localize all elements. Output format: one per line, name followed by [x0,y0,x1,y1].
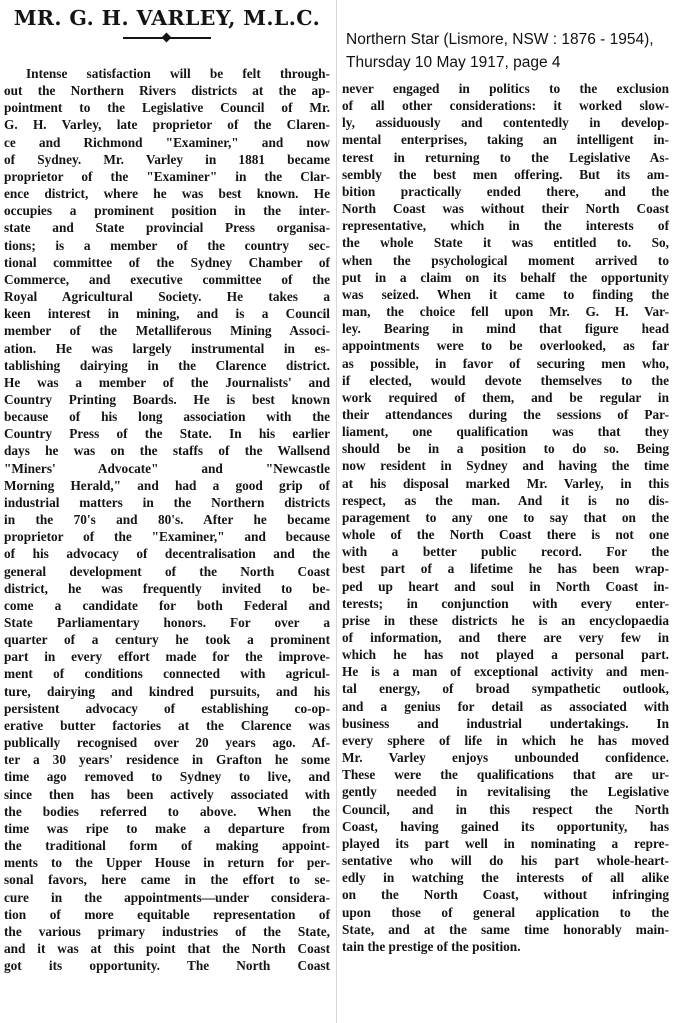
text-line: come a candidate for both Federal and [4,597,330,613]
text-line: the traditional form of making appoint- [4,838,330,854]
article-body-right [342,80,669,955]
text-line: tablishing dairying in the Clarence district. [4,357,330,373]
text-line: respect, as the man. And it is no dis- [342,492,669,508]
text-line: should be in a position to do so. Being [342,441,669,457]
text-line: Coast, having gained its opportunity, has [342,818,669,834]
text-line: representative, which in the interests of [342,218,669,234]
text-line: He was a member of the Journalists' and [4,374,330,390]
text-line: State Parliamentary honors. For over a [4,615,330,630]
text-line: bition practically ended there, and the [342,183,669,199]
text-line: put in a claim on its behalf the opportunity [342,269,669,285]
text-line: appointments were to be overlooked, as far [342,338,669,354]
text-line: as possible, in favor of securing men who, [342,355,669,371]
text-line: tional committee of the Sydney Chamber of [4,254,330,270]
text-line: part in every effort made for the improve- [4,649,330,665]
article-body-left [4,65,330,974]
text-line: tion of more equitable representation of [4,906,330,922]
text-line: terest in returning to the Legislative As- [342,149,669,165]
source-line-2: Thursday 10 May 1917, page 4 [346,54,561,71]
text-line: if elected, would devote themselves to the [342,372,669,388]
text-line: now resident in Sydney and having the time [342,458,669,474]
text-line: tal energy, of broad sympathetic outlook, [342,681,669,697]
text-line: and it was at this point that the North Coast [4,940,330,956]
text-line: liament, one qualification was that they [342,424,669,440]
text-line: Commerce, and executive committee of the [4,271,330,287]
text-line: ation. He was largely instrumental in es- [4,340,330,356]
text-line: general development of the North Coast [4,563,330,579]
text-line: occupies a prominent position in the inter- [4,203,330,219]
text-line: ce and Richmond "Examiner," and now [4,134,330,150]
text-line: persistent advocacy of establishing co-op- [4,700,330,716]
text-line: proprietor of the "Examiner," and because [4,529,330,545]
text-line: cure in the appointments—under considera- [4,889,330,905]
text-line: business and industrial undertakings. In [342,715,669,731]
text-line: "Miners' Advocate" and "Newcastle [4,460,330,476]
text-line: the bodies referred to above. When the [4,803,330,819]
text-line: ly, assiduously and contentedly in develop- [342,115,669,131]
text-line: state and State provincial Press organisa- [4,220,330,236]
column-divider [336,0,337,1023]
text-line: ence district, where he was best known. He [4,186,330,202]
text-line: G. H. Varley, late proprietor of the Claren- [4,117,330,133]
text-line: which he has not played a personal part. [342,647,669,663]
text-line: tions; is a member of the country sec- [4,237,330,253]
text-line: was seized. When it came to finding the [342,286,669,302]
text-line: ment of conditions connected with agricul- [4,666,330,682]
text-line: He is a man of exceptional activity and men- [342,664,669,680]
text-line: Morning Herald," and had a good grip of [4,477,330,493]
text-line: ter a 30 years' residence in Grafton he some [4,752,330,768]
text-line: Royal Agricultural Society. He takes a [4,289,330,305]
text-line: pointment to the Legislative Council of Mr. [4,100,330,116]
text-line: out the Northern Rivers districts at the ap- [4,83,330,99]
text-line: with a better public record. For the [342,544,669,560]
text-line: because of his long association with the [4,409,330,425]
article-column-left [0,0,336,974]
text-line: sembly the best men offering. But its am- [342,166,669,182]
text-line: These were the qualifications that are ur- [342,767,669,783]
text-line: tain the prestige of the position. [342,938,521,954]
text-line: mental enterprises, taking an intelligent in- [342,132,669,148]
text-line: and a genius for detail as associated with [342,698,669,714]
text-line: best part of a lifetime he has been wrap- [342,561,669,577]
source-citation [346,28,669,74]
text-line: publically recognised over 20 years ago. Af- [4,735,330,751]
article-headline: MR. G. H. VARLEY, M.L.C. [13,6,321,30]
text-line: whole of the North Coast there is not one [342,527,669,543]
text-line: the whole State it was entitled to. So, [342,235,669,251]
text-line: North Coast was without their North Coast [342,201,669,217]
text-line: played its part well in nominating a repre- [342,835,669,851]
text-line: ped up heart and soul in North Coast in- [342,578,669,594]
text-line: every sphere of life in which he has moved [342,732,669,748]
text-line: member of the Metalliferous Mining Associ- [4,323,330,339]
text-line: time was ripe to make a departure from [4,820,330,836]
text-line: Country Printing Boards. He is best known [4,391,330,407]
text-line: Intense satisfaction will be felt through- [26,66,330,81]
article-column-right [338,0,675,955]
text-line: days he was on the staffs of the Wallsend [4,443,330,459]
text-line: quarter of a century he took a prominent [4,632,330,648]
text-line: ley. Bearing in mind that figure head [342,321,669,337]
headline-ornament [123,33,211,43]
text-line: got its opportunity. The North Coast [4,958,330,974]
text-line: industrial matters in the Northern districts [4,494,330,510]
text-line: never engaged in politics to the exclusion [342,81,669,96]
text-line: State, and at the same time honorably main- [342,921,669,937]
text-line: of all other considerations: it worked slow- [342,98,669,114]
text-line: keen interest in mining, and is a Council [4,306,330,322]
text-line: sentative who will do his part whole-heart- [342,853,669,869]
text-line: their attendances during the sessions of Par- [342,406,669,422]
text-line: of Sydney. Mr. Varley in 1881 became [4,151,330,167]
text-line: erative butter factories at the Clarence was [4,717,330,733]
text-line: terests; in conjunction with every enter- [342,595,669,611]
text-line: time ago removed to Sydney to live, and [4,769,330,785]
text-line: man, the choice fell upon Mr. G. H. Var- [342,304,669,320]
text-line: prise in these districts he is an encyclopaedia [342,612,669,628]
text-line: proprietor of the "Examiner" in the Clar- [4,168,330,184]
text-line: gently needed in revitalising the Legislative [342,784,669,800]
text-line: the various primary industries of the State, [4,923,330,939]
text-line: edly in watching the interests of all alike [342,870,669,886]
source-line-1: Northern Star (Lismore, NSW : 1876 - 1954), [346,31,654,48]
text-line: Mr. Varley enjoys unbounded confidence. [342,750,669,766]
text-line: on the North Coast, without infringing [342,887,669,903]
text-line: at his disposal marked Mr. Varley, in this [342,475,669,491]
text-line: sonal favors, here came in the effort to se- [4,872,330,888]
text-line: district, he was frequently invited to be- [4,580,330,596]
text-line: since then has been actively associated with [4,786,330,802]
text-line: upon those of general application to the [342,904,669,920]
text-line: Council, and in this respect the North [342,801,669,817]
text-line: when the psychological moment arrived to [342,252,669,268]
text-line: of information, and there are very few in [342,630,669,645]
text-line: in the 70's and 80's. After he became [4,512,330,528]
text-line: ture, dairying and kindred pursuits, and his [4,683,330,699]
text-line: of his advocacy of decentralisation and the [4,546,330,562]
text-line: Country Press of the State. In his earlier [4,426,330,442]
text-line: ments to the Upper House in return for per- [4,855,330,871]
text-line: paragement to any one to say that on the [342,509,669,525]
text-line: work required of them, and be regular in [342,389,669,405]
